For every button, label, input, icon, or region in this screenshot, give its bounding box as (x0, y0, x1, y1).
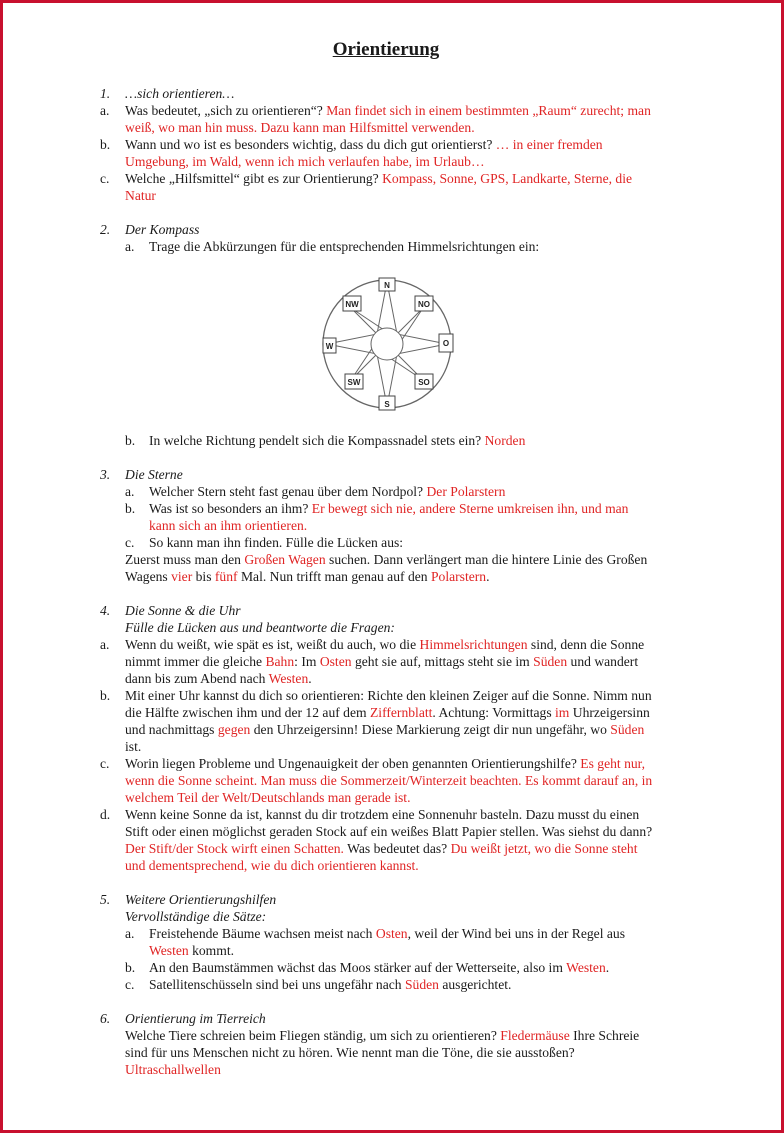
section-3-title: Die Sterne (125, 467, 183, 482)
s3-cloze-text-6: . (486, 569, 490, 584)
s5-a-line-2 (149, 942, 709, 959)
s4-c-letter: c. (100, 756, 110, 771)
s4-b-text-2: die Hälfte zwischen ihm und der 12 auf dem (125, 705, 370, 720)
s4-b-line-2 (125, 704, 695, 721)
s3-cloze-answer-1: Großen Wagen (244, 552, 326, 567)
s4-a-answer-1: Himmelsrichtungen (419, 637, 528, 652)
section-5-number: 5. (100, 892, 111, 907)
s2-a-question: Trage die Abkürzungen für die entsprechenden Himmelsrichtungen ein: (149, 239, 540, 254)
s1-a-answer-1: Man findet sich in einem bestimmten „Raum“ zurecht; man (326, 103, 651, 118)
s3-c-question: So kann man ihn finden. Fülle die Lücken aus: (149, 535, 404, 550)
compass-label-sw: SW (347, 378, 361, 387)
section-4-number: 4. (100, 603, 111, 618)
s6-line-1 (125, 1027, 695, 1044)
section-2-number: 2. (100, 222, 111, 237)
s4-b-answer-3: gegen (217, 722, 251, 737)
s3-cloze-line-1 (125, 551, 695, 568)
s1-a-answer-2: weiß, wo man hin muss. Dazu kann man Hilfsmittel verwenden. (125, 120, 475, 135)
s4-a-letter: a. (100, 637, 110, 652)
s4-a-text-6: und wandert (567, 654, 639, 669)
s3-b-answer-1: Er bewegt sich nie, andere Sterne umkreisen ihn, und man (311, 501, 629, 516)
s4-d-answer-2: Du weißt jetzt, wo die Sonne steht (450, 841, 638, 856)
section-1-number: 1. (100, 86, 111, 101)
section-4-subtitle: Fülle die Lücken aus und beantworte die Fragen: (125, 620, 395, 635)
s4-d-answer-1: Der Stift/der Stock wirft einen Schatten. (125, 841, 344, 856)
s4-c-question: Worin liegen Probleme und Ungenauigkeit der oben genannten Orientierungshilfe? (125, 756, 581, 771)
s3-a-line (149, 483, 709, 500)
s4-b-answer-1: Ziffernblatt (370, 705, 433, 720)
section-5-subtitle: Vervollständige die Sätze: (125, 909, 267, 924)
s5-a-text-1: Freistehende Bäume wachsen meist nach (149, 926, 376, 941)
s3-cloze-text-1: Zuerst muss man den (125, 552, 245, 567)
s3-b-question: Was ist so besonders an ihm? (149, 501, 312, 516)
s5-a-letter: a. (125, 926, 135, 941)
s1-a-question: Was bedeutet, „sich zu orientieren“? (125, 103, 327, 118)
compass-label-n: N (384, 281, 390, 290)
compass-rose (321, 276, 457, 412)
s4-b-line-1: Mit einer Uhr kannst du dich so orientieren: Richte den kleinen Zeiger auf die Sonne. Nimm nun (125, 688, 652, 703)
s1-a-letter: a. (100, 103, 110, 118)
s2-b-line (149, 432, 709, 449)
s5-b-answer-1: Westen (566, 960, 606, 975)
s4-a-answer-5: Westen (268, 671, 309, 686)
s5-a-answer-2: Westen (149, 943, 189, 958)
s1-b-line-1 (125, 136, 695, 153)
s4-a-line-2 (125, 653, 695, 670)
s4-b-answer-4: Süden (610, 722, 645, 737)
s5-a-text-2: , weil der Wind bei uns in der Regel aus (407, 926, 626, 941)
s1-a-line-1 (125, 102, 695, 119)
section-2-title: Der Kompass (125, 222, 200, 237)
compass-center-circle (371, 328, 403, 360)
section-6-number: 6. (100, 1011, 111, 1026)
s4-a-line-3 (125, 670, 695, 687)
s4-b-text-3: . Achtung: Vormittags (432, 705, 556, 720)
s4-b-line-4: ist. (125, 739, 142, 754)
s4-b-text-5: und nachmittags (125, 722, 218, 737)
s3-cloze-answer-2: vier (171, 569, 193, 584)
s4-b-text-4: Uhrzeigersinn (569, 705, 650, 720)
s2-b-letter: b. (125, 433, 136, 448)
s3-b-answer-2: kann sich an ihm orientieren. (149, 518, 308, 533)
s3-b-letter: b. (125, 501, 136, 516)
s4-a-text-7: dann bis zum Abend nach (125, 671, 269, 686)
s4-d-line-1: Wenn keine Sonne da ist, kannst du dir trotzdem eine Sonnenuhr basteln. Dazu musst du einen (125, 807, 640, 822)
s5-c-line (149, 976, 709, 993)
s1-b-answer-2: Umgebung, im Wald, wenn ich mich verlaufen habe, im Urlaub… (125, 154, 485, 169)
compass-label-nw: NW (345, 300, 359, 309)
s3-cloze-text-5: Mal. Nun trifft man genau auf den (237, 569, 431, 584)
s3-cloze-text-2: suchen. Dann verlängert man die hintere Linie des Großen (325, 552, 648, 567)
s2-b-answer: Norden (484, 433, 526, 448)
section-1-title: …sich orientieren… (125, 86, 235, 101)
s4-a-text-5: geht sie auf, mittags steht sie im (351, 654, 534, 669)
s5-b-letter: b. (125, 960, 136, 975)
s3-a-question: Welcher Stern steht fast genau über dem Nordpol? (149, 484, 427, 499)
compass-label-so: SO (418, 378, 430, 387)
s3-cloze-text-3: Wagens (125, 569, 172, 584)
s6-answer-2: Ultraschallwellen (125, 1062, 221, 1077)
s3-b-line-1 (149, 500, 709, 517)
section-5-title: Weitere Orientierungshilfen (125, 892, 277, 907)
s4-b-answer-2: im (555, 705, 570, 720)
s4-c-answer-2: wenn die Sonne scheint. Man muss die Sommerzeit/Winterzeit beachten. Es kommt darauf an, in (125, 773, 653, 788)
s4-a-text-4: : Im (294, 654, 320, 669)
s5-b-line (149, 959, 709, 976)
s1-c-line-1 (125, 170, 695, 187)
s4-a-text-8: . (308, 671, 312, 686)
s5-b-text-1: An den Baumstämmen wächst das Moos stärker auf der Wetterseite, also im (149, 960, 567, 975)
compass-label-o: O (442, 339, 450, 348)
s4-b-line-3 (125, 721, 695, 738)
s6-answer-1: Fledermäuse (500, 1028, 570, 1043)
s1-b-answer-1: … in einer fremden (495, 137, 603, 152)
compass-label-w: W (325, 342, 334, 351)
s1-b-question: Wann und wo ist es besonders wichtig, dass du dich gut orientierst? (125, 137, 496, 152)
s3-c-letter: c. (125, 535, 135, 550)
s5-c-text-1: Satellitenschüsseln sind bei uns ungefähr nach (149, 977, 405, 992)
s4-a-answer-4: Süden (533, 654, 568, 669)
s3-a-answer: Der Polarstern (426, 484, 506, 499)
s4-a-line-1 (125, 636, 695, 653)
s3-cloze-answer-4: Polarstern (430, 569, 487, 584)
s5-a-answer-1: Osten (375, 926, 408, 941)
s2-b-question: In welche Richtung pendelt sich die Kompassnadel stets ein? (149, 433, 485, 448)
s4-b-text-6: den Uhrzeigersinn! Diese Markierung zeigt dir nun ungefähr, wo (250, 722, 611, 737)
s3-a-letter: a. (125, 484, 135, 499)
s2-a-letter: a. (125, 239, 135, 254)
s3-cloze-answer-3: fünf (214, 569, 238, 584)
s4-d-answer-3: und dementsprechend, wie du dich orientieren kannst. (125, 858, 419, 873)
s5-b-text-2: . (605, 960, 610, 975)
s3-cloze-line-2 (125, 568, 695, 585)
section-6-title: Orientierung im Tierreich (125, 1011, 266, 1026)
s1-c-answer-2: Natur (125, 188, 156, 203)
s1-b-letter: b. (100, 137, 111, 152)
s4-a-answer-3: Osten (319, 654, 352, 669)
s4-d-line-2: Stift oder einen möglichst geraden Stock auf ein weißes Blatt Papier stellen. Was siehst du dann? (125, 824, 653, 839)
s5-c-answer-1: Süden (404, 977, 439, 992)
page-title: Orientierung (332, 39, 440, 60)
s1-c-letter: c. (100, 171, 110, 186)
s6-text-2: Ihre Schreie (569, 1028, 640, 1043)
s4-a-text-3: nimmt immer die gleiche (125, 654, 266, 669)
s3-cloze-text-4: bis (192, 569, 215, 584)
s1-c-answer-1: Kompass, Sonne, GPS, Landkarte, Sterne, die (382, 171, 633, 186)
s4-c-answer-3: welchem Teil der Welt/Deutschlands man gerade ist. (125, 790, 411, 805)
s5-a-line-1 (149, 925, 709, 942)
s5-a-text-3: kommt. (188, 943, 235, 958)
s5-c-letter: c. (125, 977, 135, 992)
s6-text-1: Welche Tiere schreien beim Fliegen ständig, um sich zu orientieren? (125, 1028, 501, 1043)
s4-d-text-3: Was bedeutet das? (343, 841, 451, 856)
s6-line-2: sind für uns Menschen nicht zu hören. Wie nennt man die Töne, die sie ausstoßen? (125, 1045, 575, 1060)
s4-d-letter: d. (100, 807, 111, 822)
section-3-number: 3. (100, 467, 111, 482)
s5-c-text-2: ausgerichtet. (438, 977, 512, 992)
compass-label-no: NO (418, 300, 430, 309)
worksheet-page (3, 3, 781, 1130)
s1-c-question: Welche „Hilfsmittel“ gibt es zur Orientierung? (125, 171, 383, 186)
s4-a-answer-2: Bahn (265, 654, 295, 669)
s4-a-text-1: Wenn du weißt, wie spät es ist, weißt du auch, wo die (125, 637, 420, 652)
s4-d-line-3 (125, 840, 695, 857)
compass-label-s: S (384, 400, 390, 409)
s4-b-letter: b. (100, 688, 111, 703)
s4-a-text-2: sind, denn die Sonne (527, 637, 645, 652)
s4-c-line-1 (125, 755, 695, 772)
s4-c-answer-1: Es geht nur, (580, 756, 646, 771)
section-4-title: Die Sonne & die Uhr (125, 603, 241, 618)
